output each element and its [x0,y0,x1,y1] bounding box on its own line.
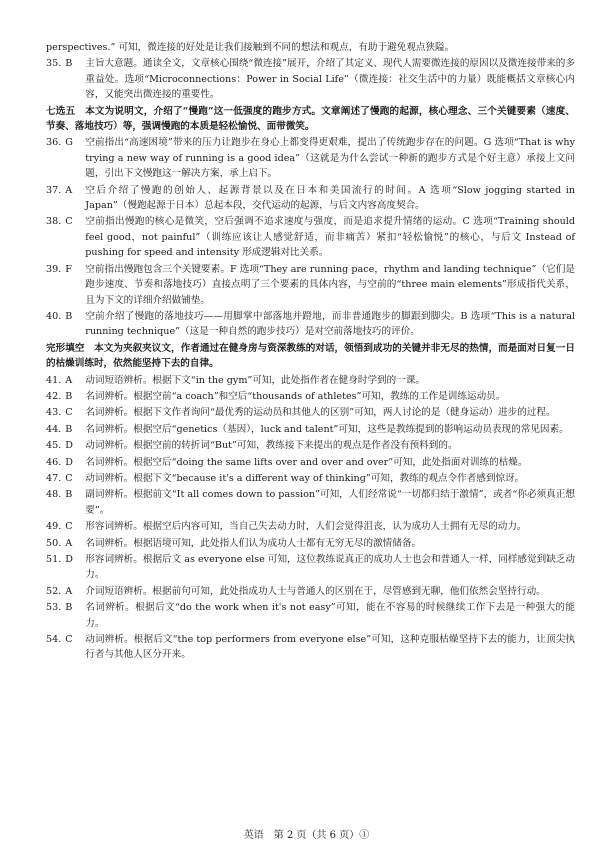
question-number: 46. [46,456,62,468]
question-number: 40. [46,310,62,322]
explanation-text: 空后介绍了慢跑的创始人、起源背景以及在日本和美国流行的时间。A 选项“Slow jogging started in Japan”（慢跑起源于日本）总起本段，交代运动的起源，与后文内容高度契合。 [85,184,575,212]
explanation-text: 副词辨析。根据前文“It all comes down to passion”可知，人们经常说“一切都归结于激情”，或者“你必须真正想要”。 [85,489,575,516]
question-number: 42. [46,390,62,402]
answer-item [46,536,575,551]
explanation-text: 动词辨析。根据后文“the top performers from everyone else”可知，这种克服枯燥坚持下去的能力，让顶尖执行者与其他人区分开来。 [85,634,575,661]
explanation-text: 空前介绍了慢跑的落地技巧——用脚掌中部落地并蹬地，而非普通跑步的脚跟到脚尖。B 选项“This is a natural running technique”（这是一种自然的跑步技巧）是对空前落地技巧的评价。 [85,310,575,338]
explanation-text: 动词辨析。根据下文“because it's a different way of thinking”可知，教练的观点令作者感到惊讶。 [85,472,525,484]
answer-letter: D [65,456,73,468]
answer-list-reading [46,56,575,102]
section-heading-seven-choose-five: 七选五 本文为说明文，介绍了“慢跑”这一低强度的跑步方式。文章阐述了慢跑的起源，核心理念、三个关键要素（速度、节奏、落地技巧）等，强调慢跑的本质是轻松愉悦、面带微笑。 [46,105,575,133]
answer-item [46,405,575,420]
explanation-text: 名词辨析。根据语境可知，此处指人们认为成功人士都有无穷无尽的激情储备。 [85,537,422,549]
explanation-text: 名词辨析。根据下文作者询问“最优秀的运动员和其他人的区别”可知，两人讨论的是（健身运动）进步的过程。 [85,407,556,419]
page-footer: 英语 第 2 页（共 6 页）① [243,830,370,841]
question-number: 43. [46,407,62,419]
question-number: 54. [46,634,62,646]
answer-letter: B [65,58,73,70]
answer-item [46,552,575,583]
answer-item [46,471,575,486]
explanation-text: 空前指出慢跑的核心是微笑，空后强调不追求速度与强度，而是追求提升情绪的运动。C 选项“Training should feel good，not painful”（训练应该让人感觉舒适，而非痛苦）紧扣“轻松愉悦”的核心，与后文 Instead of pushing for speed and intensity 形成逻辑对比关系。 [85,216,575,259]
question-number: 41. [46,374,62,386]
answer-letter: C [65,216,73,228]
question-number: 52. [46,585,62,597]
answer-item [46,487,575,518]
explanation-text: 主旨大意题。通读全文，文章核心围绕“微连接”展开，介绍了其定义、现代人需要微连接的原因以及微连接带来的多重益处。选项“Microconnections：Power in Social Life”（微连接：社交生活中的力量）既能概括文章核心内容，又能突出微连接的重要性。 [85,58,575,101]
explanation-text: 名词辨析。根据空后“doing the same lifts over and over and over”可知，此处指面对训练的枯燥。 [85,456,528,468]
answer-item [46,389,575,404]
answer-letter: A [65,585,73,597]
explanation-text: 形容词辨析。根据空后内容可知，当自己失去动力时，人们会觉得沮丧，认为成功人士拥有无尽的动力。 [85,521,527,533]
explanation-text: 介词短语辨析。根据前句可知，此处指成功人士与普通人的区别在于，尽管感到无聊，他们依然会坚持行动。 [85,585,546,597]
answer-letter: A [65,374,73,386]
answer-letter: B [65,310,73,322]
answer-letter: C [65,634,73,646]
question-number: 51. [46,554,62,565]
answer-letter: C [65,407,73,419]
answer-item [46,309,575,340]
explanation-text: 名词辨析。根据空前“a coach”和空后“thousands of athletes”可知，教练的工作是训练运动员。 [85,390,506,402]
question-number: 53. [46,602,62,614]
answer-letter: B [65,390,73,402]
answer-letter: C [65,472,73,484]
answer-letter: B [65,423,73,435]
answer-letter: B [65,602,73,614]
explanation-text: 动词辨析。根据空前的转折词“But”可知，教练接下来提出的观点是作者没有预料到的。 [85,440,458,452]
question-number: 36. [46,137,62,149]
question-number: 49. [46,521,62,533]
answer-item [46,373,575,388]
answer-item [46,422,575,437]
question-number: 47. [46,472,62,484]
answer-letter: A [65,184,73,196]
section-heading-cloze: 完形填空 本文为夹叙夹议文，作者通过在健身房与资深教练的对话，领悟到成功的关键并非无尽的热情，而是面对日复一日的枯燥训练时，依然能坚持下去的自律。 [46,342,575,370]
answer-item [46,584,575,599]
answer-item [46,135,575,181]
explanation-text: 空前指出慢跑包含三个关键要素。F 选项“They are running pace，rhythm and landing technique”（它们是跑步速度、节奏和落地技巧）直接点明了三个要素的具体内容，与空前的“three main elements”形成指代关系，且为下文的详细介绍做铺垫。 [85,263,575,306]
answer-letter: A [65,537,73,549]
answer-item [46,262,575,308]
question-number: 35. [46,58,62,70]
answer-item [46,214,575,260]
answer-item [46,632,575,663]
explanation-text: 动词短语辨析。根据下文“in the gym”可知，此处指作者在健身时学到的一课。 [85,374,426,386]
answer-letter: D [65,554,73,565]
answer-letter: G [65,137,73,149]
answer-letter: C [65,521,73,533]
explanation-text: 名词辨析。根据后文“do the work when it's not easy”可知，能在不容易的时候继续工作下去是一种强大的能力。 [85,602,575,629]
question-number: 38. [46,216,62,228]
explanation-text: 空前指出“高速困境”带来的压力让跑步在身心上都变得更艰难，提出了传统跑步存在的问题。G 选项“That is why trying a new way of running is a good idea”（这就是为什么尝试一种新的跑步方式是个好主意）承接上文问题，引出下文慢跑这一解决方案，承上启下。 [85,137,575,180]
question-number: 45. [46,440,62,452]
question-number: 48. [46,489,62,501]
answer-item [46,183,575,214]
answer-letter: D [65,440,73,452]
answer-letter: F [65,263,72,275]
answer-item [46,438,575,453]
answer-item [46,56,575,102]
top-continuation-text: perspectives.” 可知，微连接的好处是让我们接触到不同的想法和观点，有助于避免观点狭隘。 [46,42,455,53]
answer-item [46,519,575,534]
answer-item [46,600,575,631]
question-number: 50. [46,537,62,549]
question-number: 37. [46,184,62,196]
answer-list-seven-choose-five [46,135,575,339]
question-number: 39. [46,263,62,275]
question-number: 44. [46,423,62,435]
explanation-text: 形容词辨析。根据后文 as everyone else 可知，这位教练说真正的成功人士也会和普通人一样，同样感觉到缺乏动力。 [85,554,575,581]
explanation-text: 名词辨析。根据空后“genetics（基因），luck and talent”可知，这些是教练提到的影响运动员表现的常见因素。 [85,423,569,435]
answer-list-cloze [46,373,575,663]
answer-item [46,455,575,470]
answer-letter: B [65,489,73,501]
